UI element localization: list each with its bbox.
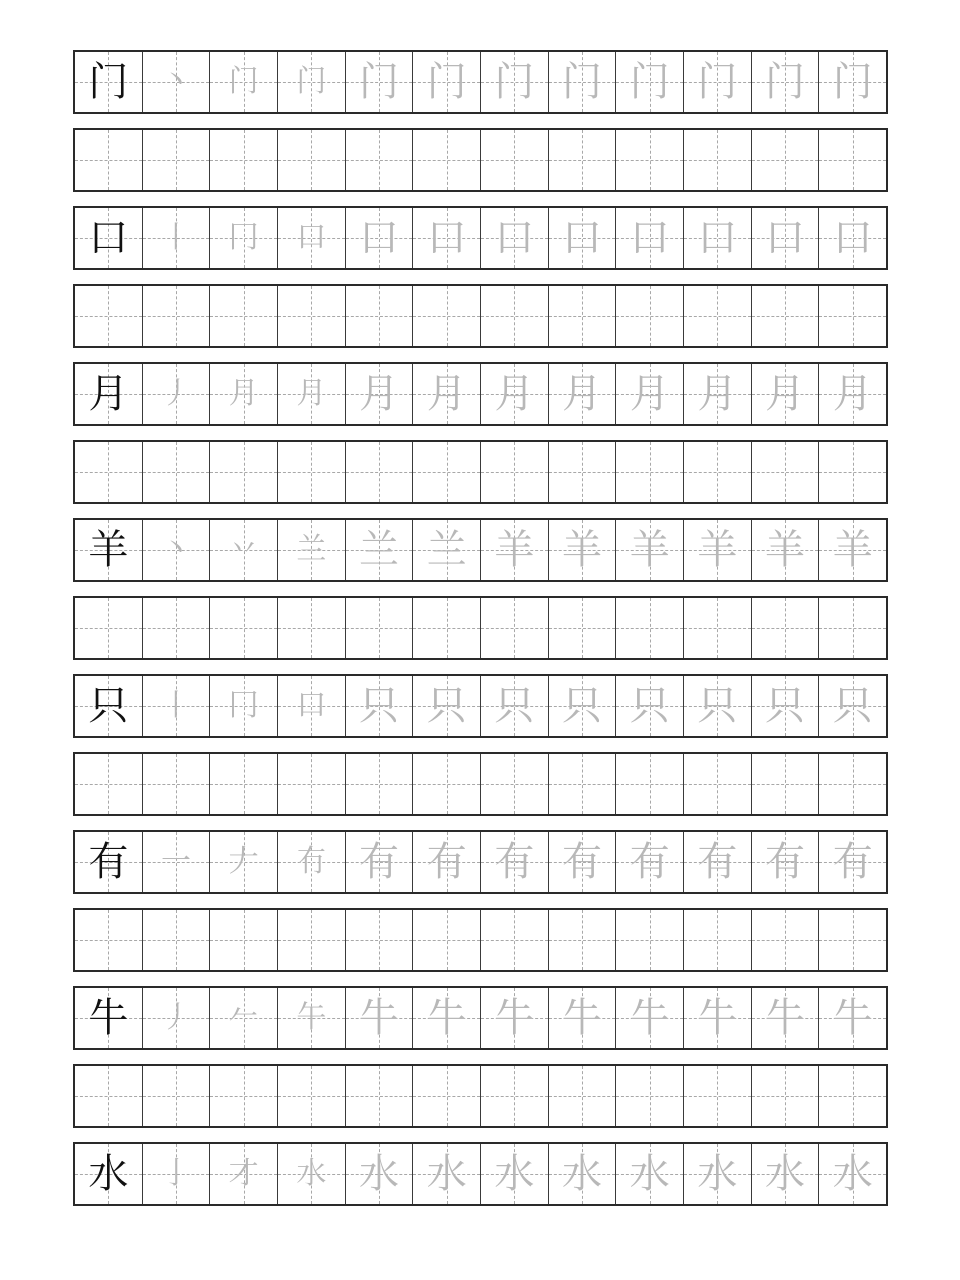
trace-character: 门 [296, 64, 327, 99]
trace-cell [549, 520, 617, 580]
blank-cell[interactable] [481, 130, 549, 190]
trace-character: 月 [562, 371, 603, 417]
trace-cell [278, 1144, 346, 1204]
trace-cell [481, 988, 549, 1048]
trace-cell [549, 52, 617, 112]
trace-cell [684, 676, 752, 736]
blank-cell[interactable] [210, 286, 278, 346]
trace-character: 冇 [296, 844, 327, 879]
model-cell [75, 676, 143, 736]
trace-cell [752, 364, 820, 424]
blank-cell[interactable] [210, 598, 278, 658]
blank-cell[interactable] [75, 130, 143, 190]
blank-cell[interactable] [549, 754, 617, 814]
trace-character: 有 [494, 839, 535, 885]
trace-character: 水 [359, 1151, 400, 1197]
trace-cell [278, 832, 346, 892]
trace-cell [481, 364, 549, 424]
trace-character: 门 [426, 59, 467, 105]
blank-cell[interactable] [616, 754, 684, 814]
trace-character: 只 [629, 683, 670, 729]
trace-character: 丨 [161, 220, 191, 255]
trace-cell [346, 208, 414, 268]
model-character: 门 [88, 59, 129, 105]
trace-character: 门 [562, 59, 603, 105]
trace-cell [143, 832, 211, 892]
trace-character: 月 [697, 371, 738, 417]
trace-cell [752, 676, 820, 736]
trace-cell [413, 364, 481, 424]
trace-cell [210, 988, 278, 1048]
trace-character: 有 [765, 839, 806, 885]
blank-cell[interactable] [752, 286, 820, 346]
blank-cell[interactable] [481, 910, 549, 970]
trace-cell [752, 1144, 820, 1204]
blank-cell[interactable] [819, 910, 886, 970]
trace-character: 牛 [494, 995, 535, 1041]
trace-cell [819, 52, 886, 112]
blank-cell[interactable] [684, 754, 752, 814]
blank-cell[interactable] [819, 286, 886, 346]
character-row [73, 830, 888, 894]
blank-cell[interactable] [752, 598, 820, 658]
blank-cell[interactable] [413, 442, 481, 502]
blank-cell[interactable] [75, 286, 143, 346]
trace-cell [413, 988, 481, 1048]
trace-cell [413, 208, 481, 268]
blank-cell[interactable] [278, 1066, 346, 1126]
trace-character: 水 [697, 1151, 738, 1197]
trace-cell [819, 1144, 886, 1204]
blank-practice-row [73, 908, 888, 972]
blank-cell[interactable] [819, 1066, 886, 1126]
trace-character: 口 [629, 215, 670, 261]
trace-cell [752, 988, 820, 1048]
trace-cell [616, 208, 684, 268]
blank-cell[interactable] [413, 130, 481, 190]
trace-cell [481, 208, 549, 268]
trace-character: 口 [697, 215, 738, 261]
trace-character: 水 [765, 1151, 806, 1197]
trace-character: 丿 [161, 1000, 191, 1035]
blank-cell[interactable] [616, 598, 684, 658]
trace-character: 只 [765, 683, 806, 729]
blank-practice-row [73, 752, 888, 816]
blank-practice-row [73, 128, 888, 192]
trace-cell [481, 676, 549, 736]
blank-cell[interactable] [752, 754, 820, 814]
blank-cell[interactable] [346, 1066, 414, 1126]
trace-character: 水 [562, 1151, 603, 1197]
trace-character: 只 [359, 683, 400, 729]
blank-cell[interactable] [481, 598, 549, 658]
trace-cell [752, 52, 820, 112]
model-character: 有 [88, 839, 129, 885]
trace-cell [549, 1144, 617, 1204]
trace-cell [278, 520, 346, 580]
blank-cell[interactable] [143, 286, 211, 346]
blank-cell[interactable] [75, 598, 143, 658]
trace-cell [684, 52, 752, 112]
character-row [73, 518, 888, 582]
trace-cell [346, 520, 414, 580]
trace-cell [210, 520, 278, 580]
model-character: 牛 [88, 995, 129, 1041]
blank-cell[interactable] [616, 130, 684, 190]
trace-character: 门 [629, 59, 670, 105]
blank-cell[interactable] [75, 442, 143, 502]
blank-cell[interactable] [210, 910, 278, 970]
trace-character: 牛 [832, 995, 873, 1041]
trace-character: 丶 [161, 64, 191, 99]
trace-cell [549, 208, 617, 268]
blank-cell[interactable] [75, 754, 143, 814]
trace-character: 口 [562, 215, 603, 261]
trace-character: 有 [426, 839, 467, 885]
trace-cell [684, 208, 752, 268]
trace-cell [684, 832, 752, 892]
trace-character: 口 [296, 220, 327, 255]
trace-character: 丨 [161, 688, 191, 723]
trace-cell [143, 1144, 211, 1204]
trace-cell [278, 364, 346, 424]
trace-character: 门 [697, 59, 738, 105]
trace-character: 午 [296, 1000, 327, 1035]
blank-practice-row [73, 284, 888, 348]
blank-cell[interactable] [684, 442, 752, 502]
trace-cell [616, 832, 684, 892]
blank-cell[interactable] [75, 910, 143, 970]
blank-cell[interactable] [752, 910, 820, 970]
trace-character: 兰 [296, 532, 327, 567]
blank-cell[interactable] [346, 910, 414, 970]
trace-character: 口 [494, 215, 535, 261]
trace-cell [752, 520, 820, 580]
trace-character: 月 [629, 371, 670, 417]
model-cell [75, 208, 143, 268]
character-row [73, 1142, 888, 1206]
trace-cell [819, 676, 886, 736]
trace-character: 丷 [228, 532, 259, 567]
model-cell [75, 1144, 143, 1204]
trace-character: 牛 [629, 995, 670, 1041]
blank-cell[interactable] [616, 1066, 684, 1126]
trace-character: 有 [562, 839, 603, 885]
model-character: 只 [88, 683, 129, 729]
blank-cell[interactable] [684, 286, 752, 346]
trace-cell [346, 1144, 414, 1204]
trace-character: 羊 [562, 527, 603, 573]
blank-cell[interactable] [819, 754, 886, 814]
trace-cell [819, 988, 886, 1048]
blank-cell[interactable] [278, 754, 346, 814]
trace-cell [819, 832, 886, 892]
blank-cell[interactable] [549, 442, 617, 502]
trace-cell [143, 520, 211, 580]
trace-character: 门 [228, 64, 259, 99]
model-cell [75, 364, 143, 424]
trace-cell [413, 52, 481, 112]
trace-character: 兰 [426, 527, 467, 573]
trace-character: 口 [426, 215, 467, 261]
trace-cell [278, 208, 346, 268]
blank-cell[interactable] [616, 442, 684, 502]
blank-cell[interactable] [684, 598, 752, 658]
blank-cell[interactable] [75, 1066, 143, 1126]
trace-cell [413, 832, 481, 892]
model-cell [75, 520, 143, 580]
blank-cell[interactable] [278, 442, 346, 502]
blank-practice-row [73, 440, 888, 504]
blank-cell[interactable] [684, 910, 752, 970]
trace-character: 牛 [359, 995, 400, 1041]
trace-character: 水 [494, 1151, 535, 1197]
trace-character: 羊 [765, 527, 806, 573]
trace-cell [278, 988, 346, 1048]
blank-cell[interactable] [752, 1066, 820, 1126]
trace-character: 只 [832, 683, 873, 729]
trace-character: 门 [359, 59, 400, 105]
trace-character: 月 [296, 376, 327, 411]
trace-character: 门 [494, 59, 535, 105]
trace-character: 丶 [161, 532, 191, 567]
trace-cell [346, 676, 414, 736]
trace-character: 羊 [494, 527, 535, 573]
trace-character: 羊 [629, 527, 670, 573]
blank-practice-row [73, 596, 888, 660]
trace-cell [616, 364, 684, 424]
model-character: 口 [88, 215, 129, 261]
blank-cell[interactable] [278, 286, 346, 346]
trace-character: 只 [494, 683, 535, 729]
trace-cell [413, 676, 481, 736]
trace-cell [616, 988, 684, 1048]
character-row [73, 674, 888, 738]
trace-cell [278, 52, 346, 112]
blank-cell[interactable] [210, 1066, 278, 1126]
blank-cell[interactable] [210, 130, 278, 190]
trace-cell [210, 364, 278, 424]
trace-cell [143, 208, 211, 268]
blank-cell[interactable] [143, 1066, 211, 1126]
trace-character: 有 [832, 839, 873, 885]
trace-character: 口 [765, 215, 806, 261]
trace-character: 只 [697, 683, 738, 729]
blank-cell[interactable] [346, 754, 414, 814]
trace-cell [819, 364, 886, 424]
trace-character: 一 [161, 844, 191, 879]
trace-cell [819, 520, 886, 580]
trace-cell [210, 52, 278, 112]
trace-cell [413, 520, 481, 580]
blank-cell[interactable] [143, 754, 211, 814]
trace-character: 月 [426, 371, 467, 417]
trace-character: 有 [629, 839, 670, 885]
blank-cell[interactable] [346, 130, 414, 190]
trace-character: 水 [832, 1151, 873, 1197]
trace-character: 丿 [161, 376, 191, 411]
blank-cell[interactable] [346, 286, 414, 346]
trace-character: 月 [494, 371, 535, 417]
blank-cell[interactable] [684, 130, 752, 190]
blank-cell[interactable] [616, 910, 684, 970]
model-character: 水 [88, 1151, 129, 1197]
trace-cell [210, 208, 278, 268]
trace-cell [819, 208, 886, 268]
trace-character: 只 [426, 683, 467, 729]
model-cell [75, 988, 143, 1048]
blank-cell[interactable] [210, 442, 278, 502]
trace-character: 门 [832, 59, 873, 105]
trace-cell [549, 832, 617, 892]
blank-cell[interactable] [549, 1066, 617, 1126]
blank-cell[interactable] [143, 130, 211, 190]
trace-character: 𠂇 [228, 844, 259, 879]
trace-cell [413, 1144, 481, 1204]
model-cell [75, 52, 143, 112]
blank-cell[interactable] [278, 910, 346, 970]
blank-cell[interactable] [413, 910, 481, 970]
trace-character: 亅 [161, 1156, 191, 1191]
trace-character: 羊 [697, 527, 738, 573]
trace-cell [684, 364, 752, 424]
trace-character: 牛 [697, 995, 738, 1041]
trace-character: 牛 [562, 995, 603, 1041]
trace-cell [481, 832, 549, 892]
trace-cell [481, 52, 549, 112]
trace-cell [143, 676, 211, 736]
blank-cell[interactable] [549, 130, 617, 190]
trace-cell [616, 1144, 684, 1204]
trace-cell [616, 52, 684, 112]
trace-character: 只 [562, 683, 603, 729]
blank-cell[interactable] [752, 130, 820, 190]
blank-cell[interactable] [143, 598, 211, 658]
trace-character: 羊 [832, 527, 873, 573]
character-row [73, 986, 888, 1050]
trace-cell [549, 676, 617, 736]
blank-cell[interactable] [549, 286, 617, 346]
blank-cell[interactable] [481, 442, 549, 502]
trace-cell [752, 208, 820, 268]
trace-character: 月 [765, 371, 806, 417]
trace-cell [481, 520, 549, 580]
trace-character: 兰 [359, 527, 400, 573]
blank-cell[interactable] [413, 1066, 481, 1126]
trace-cell [684, 1144, 752, 1204]
trace-cell [210, 1144, 278, 1204]
trace-character: 口 [359, 215, 400, 261]
trace-cell [143, 988, 211, 1048]
trace-cell [616, 520, 684, 580]
trace-character: 冂 [228, 220, 259, 255]
trace-character: 有 [359, 839, 400, 885]
trace-character: 牛 [426, 995, 467, 1041]
trace-cell [210, 676, 278, 736]
trace-cell [143, 52, 211, 112]
blank-cell[interactable] [752, 442, 820, 502]
blank-cell[interactable] [413, 754, 481, 814]
trace-character: 牛 [765, 995, 806, 1041]
trace-cell [346, 364, 414, 424]
blank-cell[interactable] [481, 754, 549, 814]
model-character: 羊 [88, 527, 129, 573]
trace-cell [346, 832, 414, 892]
blank-cell[interactable] [549, 910, 617, 970]
trace-character: 月 [228, 376, 259, 411]
character-row [73, 50, 888, 114]
trace-character: 有 [697, 839, 738, 885]
model-cell [75, 832, 143, 892]
blank-cell[interactable] [481, 1066, 549, 1126]
blank-cell[interactable] [143, 910, 211, 970]
blank-cell[interactable] [819, 598, 886, 658]
blank-cell[interactable] [346, 442, 414, 502]
trace-cell [346, 52, 414, 112]
character-row [73, 206, 888, 270]
blank-cell[interactable] [413, 286, 481, 346]
blank-cell[interactable] [278, 598, 346, 658]
trace-cell [278, 676, 346, 736]
blank-cell[interactable] [616, 286, 684, 346]
model-character: 月 [88, 371, 129, 417]
trace-character: 口 [832, 215, 873, 261]
blank-cell[interactable] [481, 286, 549, 346]
trace-cell [481, 1144, 549, 1204]
trace-character: 冂 [228, 688, 259, 723]
blank-cell[interactable] [278, 130, 346, 190]
blank-cell[interactable] [819, 442, 886, 502]
blank-cell[interactable] [143, 442, 211, 502]
blank-practice-row [73, 1064, 888, 1128]
trace-cell [684, 520, 752, 580]
trace-character: 水 [296, 1156, 327, 1191]
blank-cell[interactable] [210, 754, 278, 814]
character-row [73, 362, 888, 426]
blank-cell[interactable] [549, 598, 617, 658]
trace-character: 水 [426, 1151, 467, 1197]
trace-cell [143, 364, 211, 424]
trace-character: 才 [228, 1156, 259, 1191]
trace-cell [752, 832, 820, 892]
trace-character: 水 [629, 1151, 670, 1197]
trace-character: 门 [765, 59, 806, 105]
trace-cell [210, 832, 278, 892]
blank-cell[interactable] [684, 1066, 752, 1126]
trace-character: 𠂉 [228, 1000, 259, 1035]
trace-character: 月 [359, 371, 400, 417]
blank-cell[interactable] [413, 598, 481, 658]
trace-cell [549, 364, 617, 424]
trace-cell [549, 988, 617, 1048]
trace-character: 口 [296, 688, 327, 723]
trace-cell [346, 988, 414, 1048]
trace-cell [684, 988, 752, 1048]
blank-cell[interactable] [819, 130, 886, 190]
blank-cell[interactable] [346, 598, 414, 658]
trace-character: 月 [832, 371, 873, 417]
trace-cell [616, 676, 684, 736]
